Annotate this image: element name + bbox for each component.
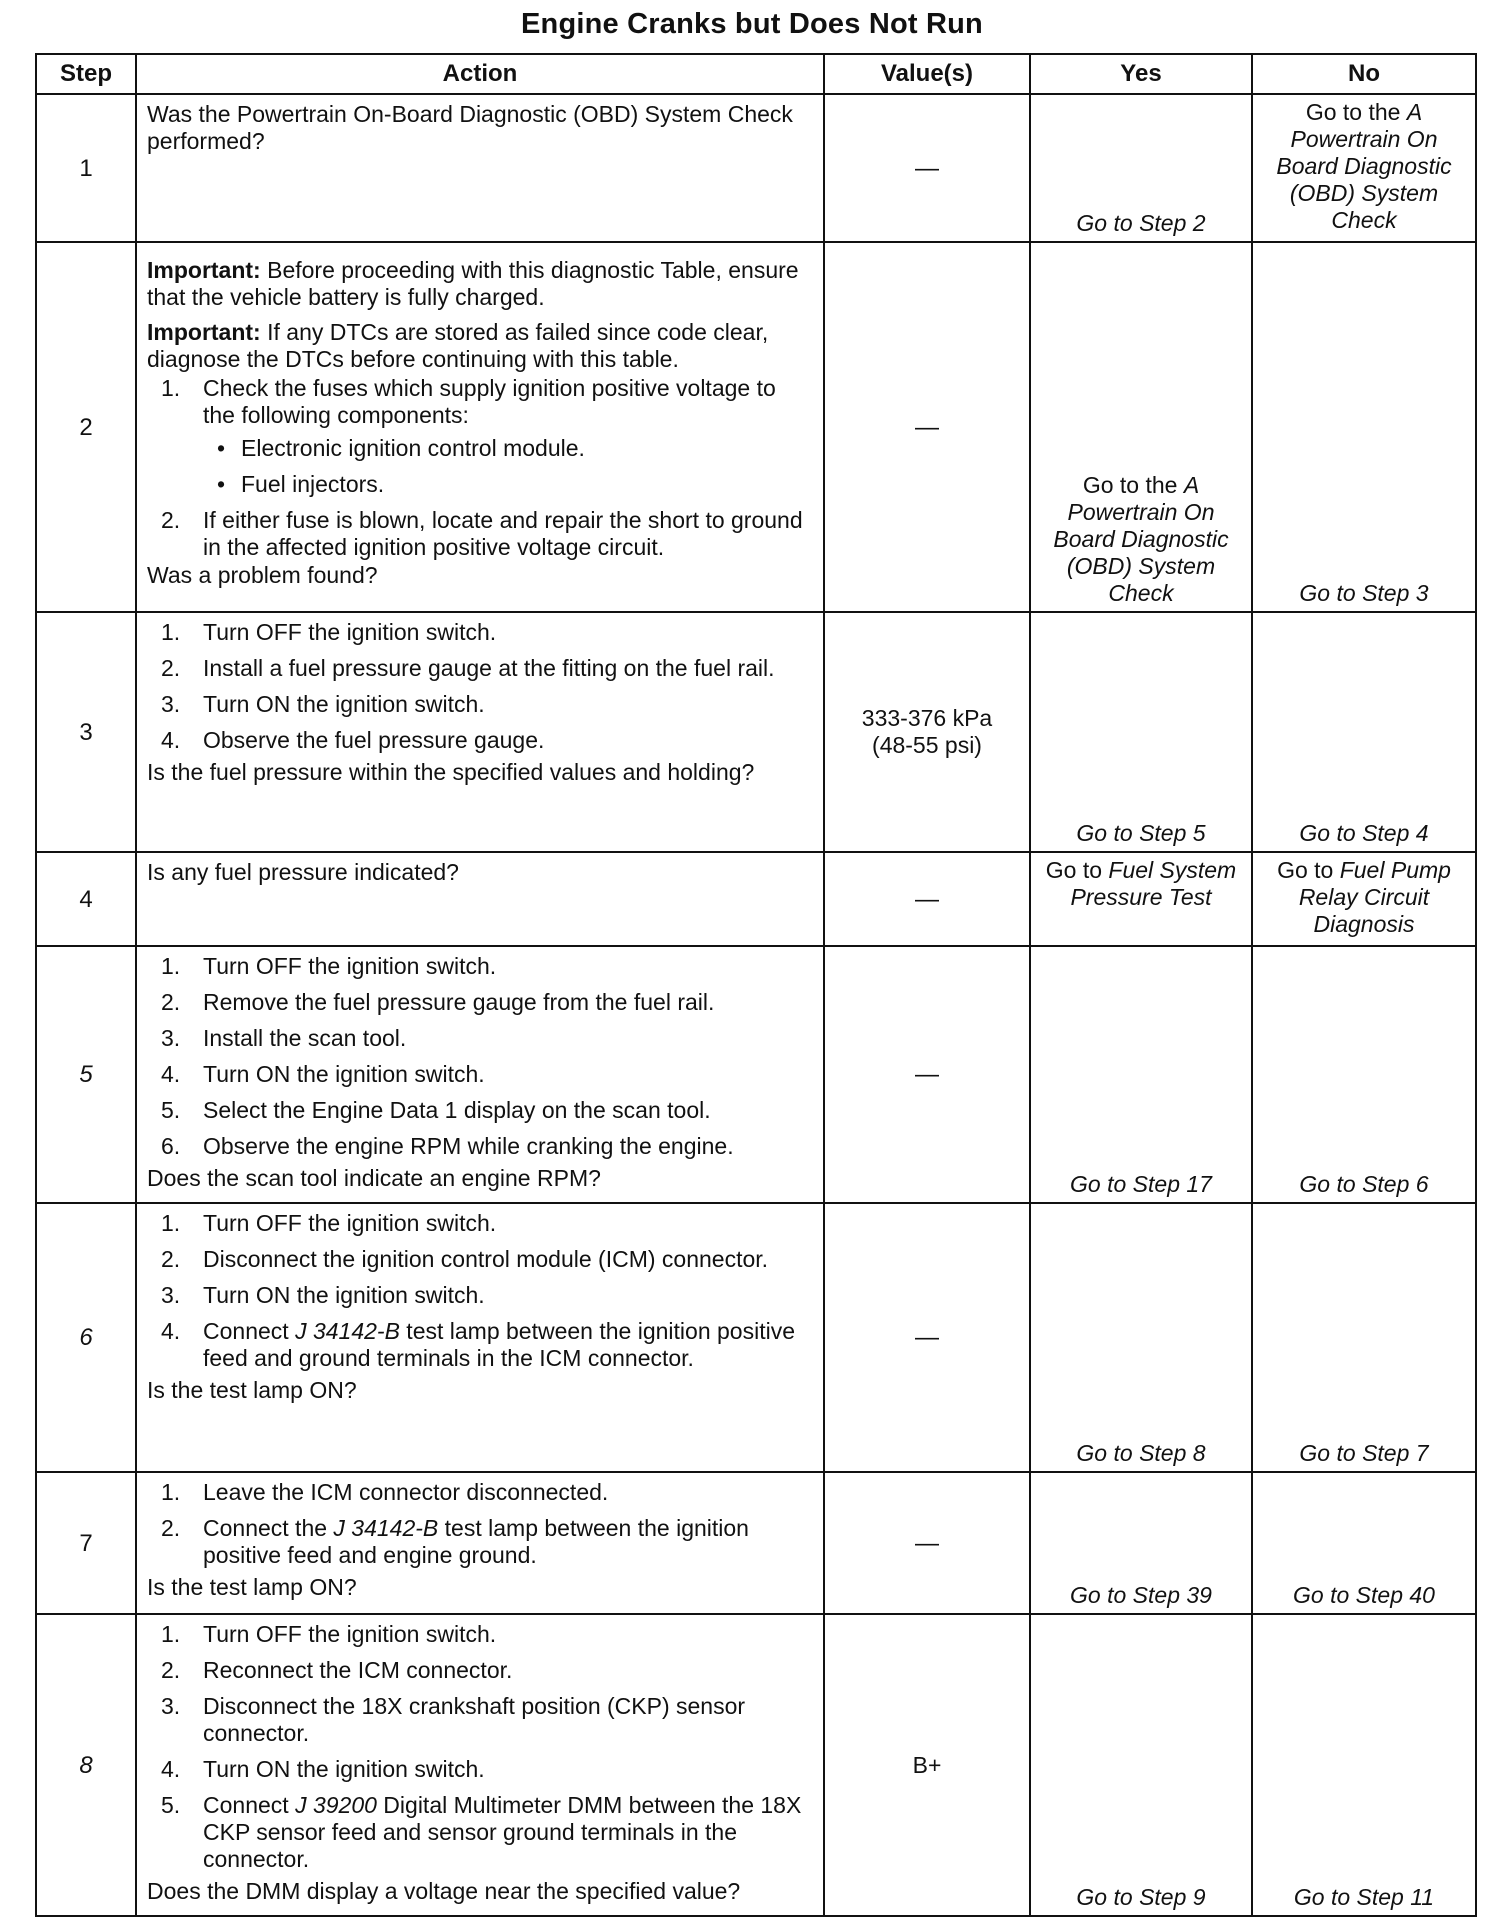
header-yes: Yes: [1030, 54, 1252, 94]
action-step: [147, 953, 813, 980]
value-cell: B+: [824, 1614, 1030, 1916]
action-steps: [147, 1621, 813, 1873]
no-prefix: Go to: [1277, 857, 1340, 883]
table-row: [36, 852, 1476, 946]
question-text: Is any fuel pressure indicated?: [147, 859, 459, 885]
question-text: Is the fuel pressure within the specified values and holding?: [147, 759, 755, 785]
step-index: 3.: [161, 1025, 181, 1051]
action-step: [147, 507, 813, 561]
important-label: Important:: [147, 257, 261, 283]
no-cell: Go to Step 40: [1252, 1472, 1476, 1614]
step-index: 4.: [161, 1756, 181, 1782]
action-step: [147, 1246, 813, 1273]
value-cell: —: [824, 852, 1030, 946]
important-note: [147, 319, 813, 373]
table-title: Engine Cranks but Does Not Run: [521, 8, 983, 40]
step-text: Turn ON the ignition switch.: [203, 1756, 485, 1782]
action-step: [147, 1282, 813, 1309]
tool-reference: J 34142-B: [295, 1318, 400, 1344]
question-text: Was the Powertrain On-Board Diagnostic (OBD) System Check performed?: [147, 101, 793, 154]
yes-prefix: Go to: [1045, 857, 1109, 883]
step-text: Disconnect the ignition control module (ICM) connector.: [203, 1246, 769, 1272]
component-item: • Fuel injectors.: [203, 471, 813, 498]
question-text: Does the DMM display a voltage near the specified value?: [147, 1878, 741, 1904]
no-prefix: Go to the: [1305, 99, 1407, 125]
action-cell: [136, 612, 824, 852]
header-row: [36, 54, 1476, 94]
step-suffix: test lamp between the ignition positive feed and engine ground.: [203, 1515, 749, 1568]
step-prefix: Connect: [203, 1792, 296, 1818]
question-text: Was a problem found?: [147, 562, 378, 588]
step-index: 4.: [161, 1318, 181, 1344]
no-cell: Go to Step 4: [1252, 612, 1476, 852]
action-step: [147, 1097, 813, 1124]
table-row: [36, 946, 1476, 1203]
step-index: 3.: [161, 1282, 181, 1308]
step-index: 1.: [161, 1621, 181, 1647]
step-index: 3.: [161, 691, 181, 717]
table-row: [36, 1614, 1476, 1916]
step-number: 1: [36, 94, 136, 242]
yes-cell: [1030, 852, 1252, 946]
step-number: 8: [36, 1614, 136, 1916]
component-list: [203, 435, 813, 498]
no-cell: Go to Step 6: [1252, 946, 1476, 1203]
action-cell: [136, 1203, 824, 1472]
step-text: Install a fuel pressure gauge at the fitting on the fuel rail.: [203, 655, 775, 681]
important-text: Before proceeding with this diagnostic Table, ensure that the vehicle battery is fully charged.: [147, 257, 799, 310]
step-text: Install the scan tool.: [203, 1025, 407, 1051]
step-index: 2.: [161, 1657, 181, 1683]
yes-cell: Go to Step 9: [1030, 1614, 1252, 1916]
action-step: [147, 1657, 813, 1684]
no-reference: Fuel Pump Relay Circuit Diagnosis: [1298, 857, 1451, 937]
yes-reference: Fuel System Pressure Test: [1070, 857, 1237, 910]
action-step: [147, 727, 813, 754]
action-step: [147, 989, 813, 1016]
step-text: Disconnect the 18X crankshaft position (CKP) sensor connector.: [203, 1693, 746, 1746]
step-text: Turn OFF the ignition switch.: [203, 953, 497, 979]
step-index: 4.: [161, 727, 181, 753]
header-values: Value(s): [824, 54, 1030, 94]
step-text: Observe the engine RPM while cranking the engine.: [203, 1133, 734, 1159]
action-step: [147, 655, 813, 682]
action-step: [147, 1693, 813, 1747]
step-text: Check the fuses which supply ignition positive voltage to the following components:: [203, 375, 776, 428]
action-step: [147, 619, 813, 646]
value-cell: —: [824, 242, 1030, 612]
step-text: Turn ON the ignition switch.: [203, 1061, 485, 1087]
step-index: 6.: [161, 1133, 181, 1159]
step-text: Reconnect the ICM connector.: [203, 1657, 513, 1683]
value-cell: —: [824, 94, 1030, 242]
step-index: 1.: [161, 375, 181, 401]
value-cell: —: [824, 1203, 1030, 1472]
step-text: Leave the ICM connector disconnected.: [203, 1479, 609, 1505]
no-reference: A Powertrain On Board Diagnostic (OBD) System Check: [1276, 99, 1452, 233]
step-index: 2.: [161, 1515, 181, 1541]
pressure-kpa: 333-376 kPa: [861, 705, 993, 731]
table-row: [36, 1203, 1476, 1472]
step-number: 4: [36, 852, 136, 946]
step-index: 5.: [161, 1792, 181, 1818]
step-number: 2: [36, 242, 136, 612]
no-cell: Go to Step 7: [1252, 1203, 1476, 1472]
component-item: • Electronic ignition control module.: [203, 435, 813, 462]
step-index: 4.: [161, 1061, 181, 1087]
header-step: Step: [36, 54, 136, 94]
question-text: Is the test lamp ON?: [147, 1574, 357, 1600]
value-cell: [824, 612, 1030, 852]
action-step: [147, 1025, 813, 1052]
step-number: 6: [36, 1203, 136, 1472]
no-cell: Go to Step 3: [1252, 242, 1476, 612]
step-index: 2.: [161, 989, 181, 1015]
no-cell: [1252, 852, 1476, 946]
pressure-psi: (48-55 psi): [872, 732, 982, 758]
yes-reference: A Powertrain On Board Diagnostic (OBD) System Check: [1053, 472, 1229, 606]
step-text: Remove the fuel pressure gauge from the fuel rail.: [203, 989, 715, 1015]
step-index: 2.: [161, 507, 181, 533]
action-cell: [136, 1614, 824, 1916]
step-text: Observe the fuel pressure gauge.: [203, 727, 545, 753]
step-suffix: test lamp between the ignition positive feed and ground terminals in the ICM connector.: [203, 1318, 795, 1371]
yes-cell: Go to Step 2: [1030, 94, 1252, 242]
question-text: Does the scan tool indicate an engine RPM?: [147, 1165, 601, 1191]
step-text: Turn ON the ignition switch.: [203, 691, 485, 717]
step-prefix: Connect the: [203, 1515, 334, 1541]
value-cell: —: [824, 946, 1030, 1203]
yes-cell: Go to Step 8: [1030, 1203, 1252, 1472]
action-step: [147, 1479, 813, 1506]
no-cell: Go to Step 11: [1252, 1614, 1476, 1916]
action-steps: [147, 953, 813, 1160]
action-step: [147, 1756, 813, 1783]
table-row: [36, 612, 1476, 852]
header-action: Action: [136, 54, 824, 94]
action-cell: [136, 242, 824, 612]
action-step: [147, 1792, 813, 1873]
action-step: [147, 1061, 813, 1088]
step-number: 3: [36, 612, 136, 852]
action-steps: [147, 375, 813, 561]
yes-cell: Go to Step 39: [1030, 1472, 1252, 1614]
step-text: Turn OFF the ignition switch.: [203, 1621, 497, 1647]
question-text: Is the test lamp ON?: [147, 1377, 357, 1403]
action-step: [147, 1515, 813, 1569]
table-row: [36, 94, 1476, 242]
diagnostic-table: [35, 53, 1477, 1917]
action-step: [147, 1210, 813, 1237]
action-step: [147, 375, 813, 498]
step-index: 3.: [161, 1693, 181, 1719]
action-cell: [136, 94, 824, 242]
step-prefix: Connect: [203, 1318, 296, 1344]
action-steps: [147, 619, 813, 754]
yes-cell: Go to Step 5: [1030, 612, 1252, 852]
step-number: 7: [36, 1472, 136, 1614]
action-cell: [136, 852, 824, 946]
action-steps: [147, 1479, 813, 1569]
step-text: Turn OFF the ignition switch.: [203, 619, 497, 645]
action-step: [147, 1318, 813, 1372]
table-row: [36, 242, 1476, 612]
step-text: Select the Engine Data 1 display on the scan tool.: [203, 1097, 711, 1123]
step-index: 2.: [161, 655, 181, 681]
step-index: 2.: [161, 1246, 181, 1272]
important-note: [147, 257, 813, 311]
tool-reference: J 34142-B: [333, 1515, 439, 1541]
step-index: 1.: [161, 619, 181, 645]
step-suffix: Digital Multimeter DMM between the 18X CKP sensor feed and sensor ground terminals in the connector.: [203, 1792, 802, 1872]
action-steps: [147, 1210, 813, 1372]
yes-cell: [1030, 242, 1252, 612]
step-text: Turn OFF the ignition switch.: [203, 1210, 497, 1236]
no-cell: [1252, 94, 1476, 242]
header-no: No: [1252, 54, 1476, 94]
step-index: 5.: [161, 1097, 181, 1123]
yes-prefix: Go to the: [1082, 472, 1184, 498]
action-step: [147, 691, 813, 718]
important-label: Important:: [147, 319, 261, 345]
step-text: Turn ON the ignition switch.: [203, 1282, 485, 1308]
step-index: 1.: [161, 953, 181, 979]
action-cell: [136, 1472, 824, 1614]
action-cell: [136, 946, 824, 1203]
step-text: If either fuse is blown, locate and repair the short to ground in the affected ignition positive voltage circuit.: [203, 507, 803, 560]
value-cell: —: [824, 1472, 1030, 1614]
step-index: 1.: [161, 1210, 181, 1236]
step-index: 1.: [161, 1479, 181, 1505]
yes-cell: Go to Step 17: [1030, 946, 1252, 1203]
action-step: [147, 1133, 813, 1160]
table-row: [36, 1472, 1476, 1614]
step-number: 5: [36, 946, 136, 1203]
action-step: [147, 1621, 813, 1648]
important-text: If any DTCs are stored as failed since code clear, diagnose the DTCs before continuing with this table.: [147, 319, 769, 372]
tool-reference: J 39200: [295, 1792, 377, 1818]
